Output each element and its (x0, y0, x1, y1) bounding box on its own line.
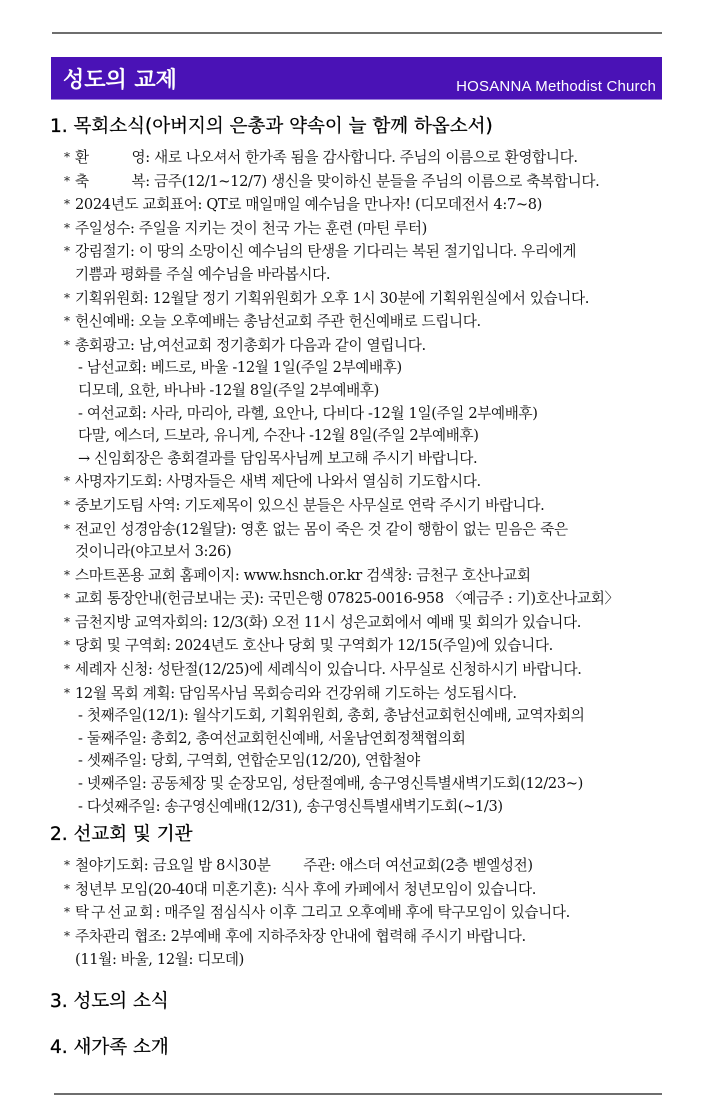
item-text: : 기도제목이 있으신 분들은 사무실로 연락 주시기 바랍니다. (175, 496, 545, 514)
item-text: : 금주(12/1~12/7) 생신을 맞이하신 분들을 주님의 이름으로 축복합니다. (145, 172, 600, 190)
item-label: 기획위원회 (75, 289, 144, 307)
asterisk-bullet-icon: * (64, 497, 70, 512)
top-divider (52, 32, 662, 34)
list-item (64, 240, 670, 264)
item-text: : 식사 후에 카페에서 청년모임이 있습니다. (272, 880, 537, 898)
asterisk-bullet-icon: * (64, 474, 70, 489)
list-item (64, 587, 670, 611)
asterisk-bullet-icon: * (64, 244, 70, 259)
item-label: 사명자기도회 (75, 473, 158, 491)
item-text: : 매주일 점심식사 이후 그리고 오후예배 후에 탁구모임이 있습니다. (155, 904, 570, 922)
missions-list (64, 854, 670, 971)
item-label: 총회광고 (75, 336, 130, 354)
bottom-divider (54, 1093, 662, 1095)
bulletin-content (50, 112, 670, 1063)
item-label: 전교인 성경암송(12월달) (75, 520, 232, 538)
list-item (64, 682, 670, 706)
list-subitem: → 신임회장은 총회결과를 담임목사님께 보고해 주시기 바랍니다. (78, 449, 478, 467)
item-text: : 2부예배 후에 지하주차장 안내에 협력해 주시기 바랍니다. (161, 928, 526, 945)
list-item (64, 470, 670, 494)
asterisk-bullet-icon: * (64, 521, 70, 536)
asterisk-bullet-icon: * (64, 567, 70, 582)
asterisk-bullet-icon: * (64, 591, 70, 606)
item-label: 스마트폰용 교회 홈페이지 (75, 566, 235, 584)
pastoral-news-list (64, 146, 670, 818)
item-label: 교회 통장안내(헌금보내는 곳) (75, 590, 260, 608)
item-text: : 이 땅의 소망이신 예수님의 탄생을 기다리는 복된 절기입니다. 우리에게 (130, 243, 577, 261)
list-item (64, 878, 670, 902)
list-item (64, 901, 670, 925)
list-subitem: - 여선교회: 사라, 마리아, 라헬, 요안나, 다비다 -12월 1일(주일 2부예배후) (78, 404, 538, 422)
asterisk-bullet-icon: * (64, 638, 70, 653)
asterisk-bullet-icon: * (64, 314, 70, 329)
asterisk-bullet-icon: * (64, 929, 70, 943)
asterisk-bullet-icon: * (64, 662, 70, 677)
item-text: : 금요일 밤 8시30분 주관: 애스더 여선교회(2층 벧엘성전) (143, 857, 533, 875)
item-label: 철야기도회 (75, 857, 144, 875)
item-text: : 담임목사님 목회승리와 건강위해 기도하는 성도됩시다. (170, 684, 517, 702)
item-label: 당회 및 구역회 (75, 637, 167, 655)
list-subitem: - 첫째주일(12/1): 월삭기도회, 기획위원회, 총회, 총남선교회헌신예배, 교역자회의 (78, 707, 585, 725)
list-subitem: - 셋째주일: 당회, 구역회, 연합순모임(12/20), 연합철야 (78, 752, 420, 770)
homepage-info: : www.hsnch.or.kr 검색창: 금천구 호산나교회 (234, 566, 531, 584)
list-item (64, 611, 670, 635)
item-text: : 12월달 정기 기획위원회가 오후 1시 30분에 기획위원실에서 있습니다. (143, 289, 590, 307)
bank-account-info: : 국민은행 07825-0016-958 〈예금주 : 기)호산나교회〉 (259, 590, 619, 608)
item-label: 청년부 모임(20-40대 미혼기혼) (75, 880, 273, 898)
list-subitem: 디모데, 요한, 바나바 -12월 8일(주일 2부예배후) (78, 381, 379, 399)
section-title-member-news: 3. 성도의 소식 (50, 991, 169, 1013)
list-item (64, 634, 670, 658)
list-item (64, 518, 670, 542)
asterisk-bullet-icon: * (64, 173, 70, 188)
item-text: : 주일을 지키는 것이 천국 가는 훈련 (마틴 루터) (130, 219, 428, 237)
asterisk-bullet-icon: * (64, 858, 70, 873)
asterisk-bullet-icon: * (64, 290, 70, 305)
list-item (64, 217, 670, 241)
list-subitem: - 다섯째주일: 송구영신예배(12/31), 송구영신특별새벽기도회(~1/3) (78, 797, 503, 815)
list-item (64, 925, 670, 949)
asterisk-bullet-icon: * (64, 685, 70, 700)
section-banner (51, 57, 662, 100)
list-subitem: - 넷째주일: 공동체장 및 순장모임, 성탄절예배, 송구영신특별새벽기도회(12/23~) (78, 775, 584, 793)
asterisk-bullet-icon: * (64, 220, 70, 235)
item-label: 주일성수 (75, 219, 130, 237)
item-label: 탁구선교회 (75, 904, 156, 922)
church-name: HOSANNA Methodist Church (456, 78, 656, 95)
item-text: : 오늘 오후예배는 총남선교회 주관 헌신예배로 드립니다. (130, 313, 481, 331)
item-label: 환 영 (75, 149, 146, 166)
item-text: : 사명자들은 새벽 제단에 나와서 열심히 기도합시다. (157, 473, 481, 491)
list-item (64, 170, 670, 194)
item-label: 주차관리 협조 (75, 928, 162, 945)
item-text: : 남,여선교회 정기총회가 다음과 같이 열립니다. (130, 336, 426, 354)
item-text: : 12/3(화) 오전 11시 성은교회에서 예배 및 회의가 있습니다. (203, 613, 582, 631)
section-title-new-family: 4. 새가족 소개 (50, 1037, 169, 1059)
item-text: : 성탄절(12/25)에 세례식이 있습니다. 사무실로 신청하시기 바랍니다. (148, 661, 582, 679)
list-item-continuation: (11월: 바울, 12월: 디모데) (75, 950, 244, 968)
banner-title: 성도의 교제 (63, 68, 177, 93)
item-label: 2024년도 교회표어 (75, 196, 198, 214)
list-subitem: - 남선교회: 베드로, 바울 -12월 1일(주일 2부예배후) (78, 359, 402, 377)
item-label: 강림절기 (75, 243, 130, 261)
list-item (64, 658, 670, 682)
asterisk-bullet-icon: * (64, 614, 70, 629)
list-item (64, 310, 670, 334)
list-item (64, 564, 670, 588)
asterisk-bullet-icon: * (64, 150, 70, 164)
item-label: 금천지방 교역자회의 (75, 613, 204, 631)
item-label: 축 복 (75, 172, 146, 190)
list-subitem: - 둘째주일: 총회2, 총여선교회헌신예배, 서울남연회정책협의회 (78, 729, 466, 747)
list-subitem: 다말, 에스더, 드보라, 유니게, 수잔나 -12월 8일(주일 2부예배후) (78, 427, 479, 445)
list-item (64, 193, 670, 217)
item-label: 중보기도팀 사역 (75, 496, 176, 514)
list-item-continuation: 것이니라(야고보서 3:26) (75, 543, 232, 561)
item-text: : 영혼 없는 몸이 죽은 것 같이 행함이 없는 믿음은 죽은 (231, 520, 568, 538)
item-text: : 2024년도 호산나 당회 및 구역회가 12/15(주일)에 있습니다. (166, 637, 553, 655)
item-label: 세례자 신청 (75, 661, 149, 679)
asterisk-bullet-icon: * (64, 905, 70, 920)
item-text: : QT로 매일매일 예수님을 만나자! (디모데전서 4:7~8) (197, 196, 542, 214)
list-item (64, 146, 670, 170)
item-label: 12월 목회 계획 (75, 684, 171, 702)
asterisk-bullet-icon: * (64, 337, 70, 352)
list-item (64, 854, 670, 878)
list-item (64, 494, 670, 518)
asterisk-bullet-icon: * (64, 197, 70, 212)
section-title-missions: 2. 선교회 및 기관 (50, 824, 193, 846)
list-item (64, 334, 670, 358)
item-label: 헌신예배 (75, 313, 130, 331)
item-text: : 새로 나오셔서 한가족 됨을 감사합니다. 주님의 이름으로 환영합니다. (145, 149, 578, 166)
asterisk-bullet-icon: * (64, 881, 70, 896)
list-item (64, 287, 670, 311)
list-item-continuation: 기쁨과 평화를 주실 예수님을 바라봅시다. (75, 265, 331, 283)
section-title-pastoral-news: 1. 목회소식(아버지의 은총과 약속이 늘 함께 하옵소서) (50, 116, 493, 137)
